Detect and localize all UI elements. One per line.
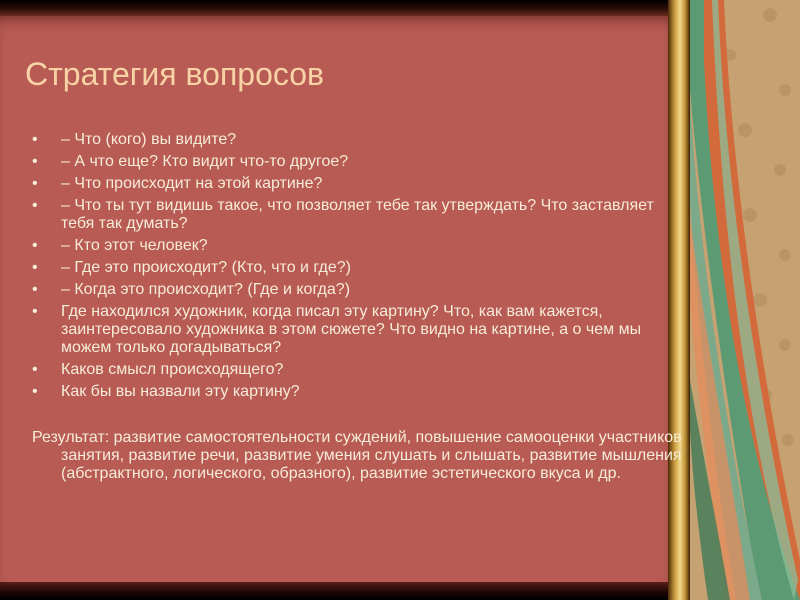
list-item xyxy=(32,131,660,149)
bullet-marker: • xyxy=(32,237,38,254)
decorative-pattern-graphic xyxy=(690,0,800,600)
question-list xyxy=(32,131,660,405)
gold-border-stripe xyxy=(668,0,690,600)
list-item-text: – Кто этот человек? xyxy=(61,237,208,254)
bullet-marker: • xyxy=(32,281,38,298)
list-item-text: – Что происходит на этой картине? xyxy=(61,175,323,192)
bullet-marker: • xyxy=(32,131,38,148)
list-item xyxy=(32,303,660,357)
list-item xyxy=(32,281,660,299)
list-item xyxy=(32,153,660,171)
list-item xyxy=(32,259,660,277)
result-paragraph: Результат: развитие самостоятельности суждений, повышение самооценки участников занятия, развитие речи, развитие умения слушать и слышать, развитие мышления (абстрактного, логического, образного), развитие эстетического вкуса и др. xyxy=(32,429,682,482)
list-item-text: Каков смысл происходящего? xyxy=(61,361,284,378)
list-item-text: Где находился художник, когда писал эту картину? Что, как вам кажется, заинтересовало художника в этом сюжете? Что видно на картине, а о чем мы можем только догадываться? xyxy=(61,303,642,356)
bullet-marker: • xyxy=(32,153,38,170)
list-item-text: Как бы вы назвали эту картину? xyxy=(61,383,300,400)
list-item xyxy=(32,197,660,233)
bullet-marker: • xyxy=(32,197,38,214)
list-item-text: – Когда это происходит? (Где и когда?) xyxy=(61,281,351,298)
list-item-text: – Что ты тут видишь такое, что позволяет тебе так утверждать? Что заставляет тебя так думать? xyxy=(61,197,654,232)
list-item xyxy=(32,361,660,379)
bullet-marker: • xyxy=(32,259,38,276)
bottom-frame-bar xyxy=(0,582,690,600)
list-item xyxy=(32,383,660,401)
list-item xyxy=(32,237,660,255)
bullet-marker: • xyxy=(32,175,38,192)
slide-title: Стратегия вопросов xyxy=(25,56,325,92)
list-item-text: – Что (кого) вы видите? xyxy=(61,131,237,148)
list-item xyxy=(32,175,660,193)
bullet-marker: • xyxy=(32,383,38,400)
bullet-marker: • xyxy=(32,361,38,378)
list-item-text: – Где это происходит? (Кто, что и где?) xyxy=(61,259,352,276)
top-frame-bar xyxy=(0,0,690,16)
decorative-side-panel xyxy=(690,0,800,600)
bullet-marker: • xyxy=(32,303,38,320)
list-item-text: – А что еще? Кто видит что-то другое? xyxy=(61,153,349,170)
